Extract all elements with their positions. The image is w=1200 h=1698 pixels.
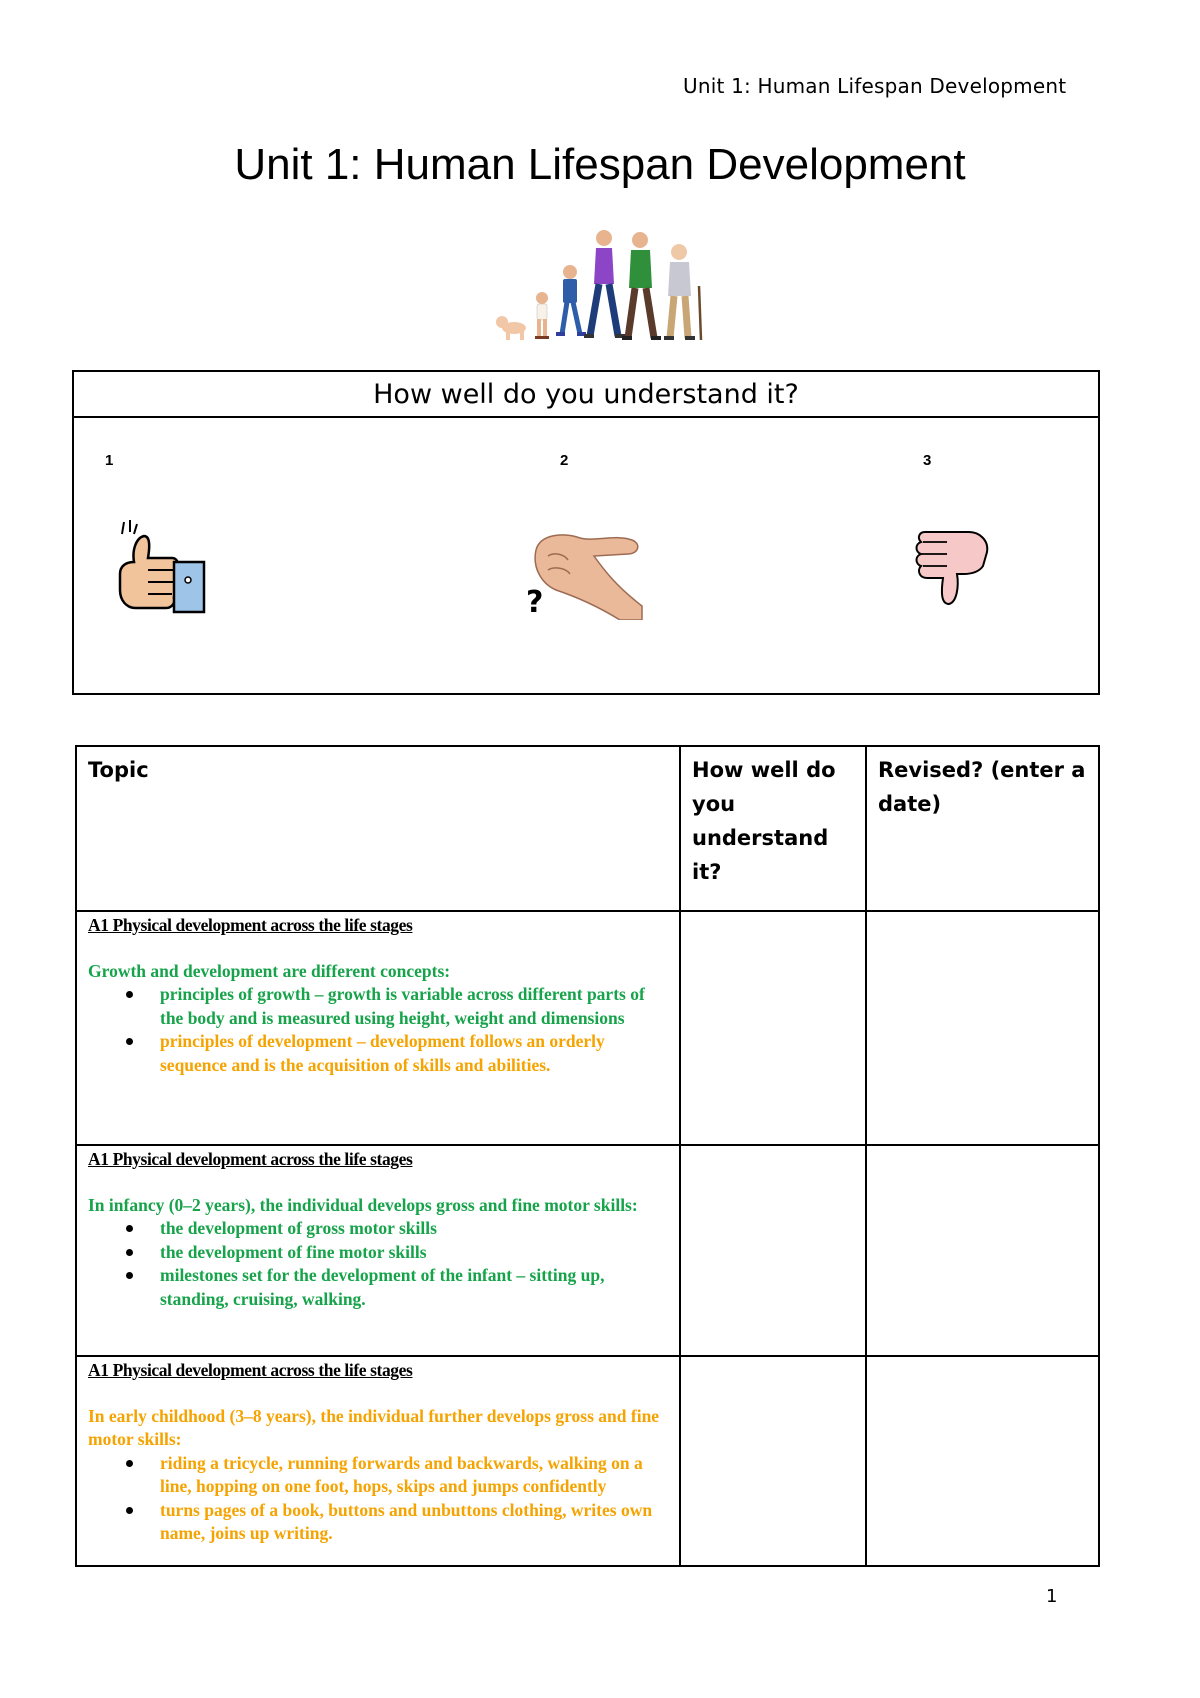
topic-bullets bbox=[88, 1452, 669, 1546]
table-row bbox=[76, 1145, 1099, 1356]
column-header-revised: Revised? (enter a date) bbox=[866, 746, 1099, 911]
table-row bbox=[76, 1356, 1099, 1566]
list-item: riding a tricycle, running forwards and backwards, walking on a line, hopping on one foot, hops, skips and jumps confidently bbox=[88, 1452, 669, 1499]
revised-date-cell[interactable] bbox=[866, 911, 1099, 1145]
topic-cell bbox=[76, 1356, 680, 1566]
topic-intro: In early childhood (3–8 years), the individual further develops gross and fine motor skills: bbox=[88, 1405, 660, 1449]
child-figure bbox=[556, 265, 586, 336]
revised-date-cell[interactable] bbox=[866, 1145, 1099, 1356]
list-item: milestones set for the development of the infant – sitting up, standing, cruising, walking. bbox=[88, 1264, 669, 1311]
topic-bullets bbox=[88, 1217, 669, 1311]
topic-heading: A1 Physical development across the life stages bbox=[88, 1149, 413, 1169]
topic-heading: A1 Physical development across the life stages bbox=[88, 915, 413, 935]
topic-heading: A1 Physical development across the life stages bbox=[88, 1360, 413, 1380]
topic-table bbox=[75, 745, 1100, 1567]
page-number: 1 bbox=[1046, 1586, 1058, 1607]
topic-bullets bbox=[88, 983, 669, 1077]
thumbs-up-icon bbox=[102, 514, 210, 618]
table-header-row bbox=[76, 746, 1099, 911]
understanding-rating-cell[interactable] bbox=[680, 1356, 866, 1566]
svg-text:?: ? bbox=[526, 585, 544, 620]
level-2-number: 2 bbox=[560, 452, 569, 469]
thumbs-down-icon bbox=[907, 522, 995, 614]
list-item: turns pages of a book, buttons and unbuttons clothing, writes own name, joins up writing. bbox=[88, 1499, 669, 1546]
understanding-key-box bbox=[72, 370, 1100, 695]
list-item: principles of growth – growth is variable across different parts of the body and is measured using height, weight and dimensions bbox=[88, 983, 669, 1030]
page-title: Unit 1: Human Lifespan Development bbox=[234, 140, 966, 189]
revised-date-cell[interactable] bbox=[866, 1356, 1099, 1566]
middle-aged-figure bbox=[622, 232, 661, 340]
topic-cell bbox=[76, 1145, 680, 1356]
level-1-number: 1 bbox=[105, 452, 114, 469]
list-item: the development of gross motor skills bbox=[88, 1217, 669, 1241]
baby-figure bbox=[496, 316, 526, 340]
table-row bbox=[76, 911, 1099, 1145]
column-header-understanding: How well do you understand it? bbox=[680, 746, 866, 911]
list-item: principles of development – development follows an orderly sequence and is the acquisition of skills and abilities. bbox=[88, 1030, 669, 1077]
understanding-rating-cell[interactable] bbox=[680, 911, 866, 1145]
toddler-figure bbox=[535, 292, 549, 339]
running-header: Unit 1: Human Lifespan Development bbox=[683, 74, 1067, 98]
level-3-number: 3 bbox=[923, 452, 932, 469]
list-item: the development of fine motor skills bbox=[88, 1241, 669, 1265]
elderly-figure bbox=[664, 244, 701, 340]
understanding-key-heading: How well do you understand it? bbox=[74, 372, 1098, 418]
adult-figure bbox=[584, 230, 625, 338]
life-stages-walking-people bbox=[492, 226, 722, 344]
topic-intro: Growth and development are different concepts: bbox=[88, 960, 451, 981]
topic-intro: In infancy (0–2 years), the individual develops gross and fine motor skills: bbox=[88, 1194, 638, 1215]
topic-cell bbox=[76, 911, 680, 1145]
understanding-rating-cell[interactable] bbox=[680, 1145, 866, 1356]
thumb-sideways-question-icon bbox=[524, 520, 649, 620]
column-header-topic: Topic bbox=[76, 746, 680, 911]
